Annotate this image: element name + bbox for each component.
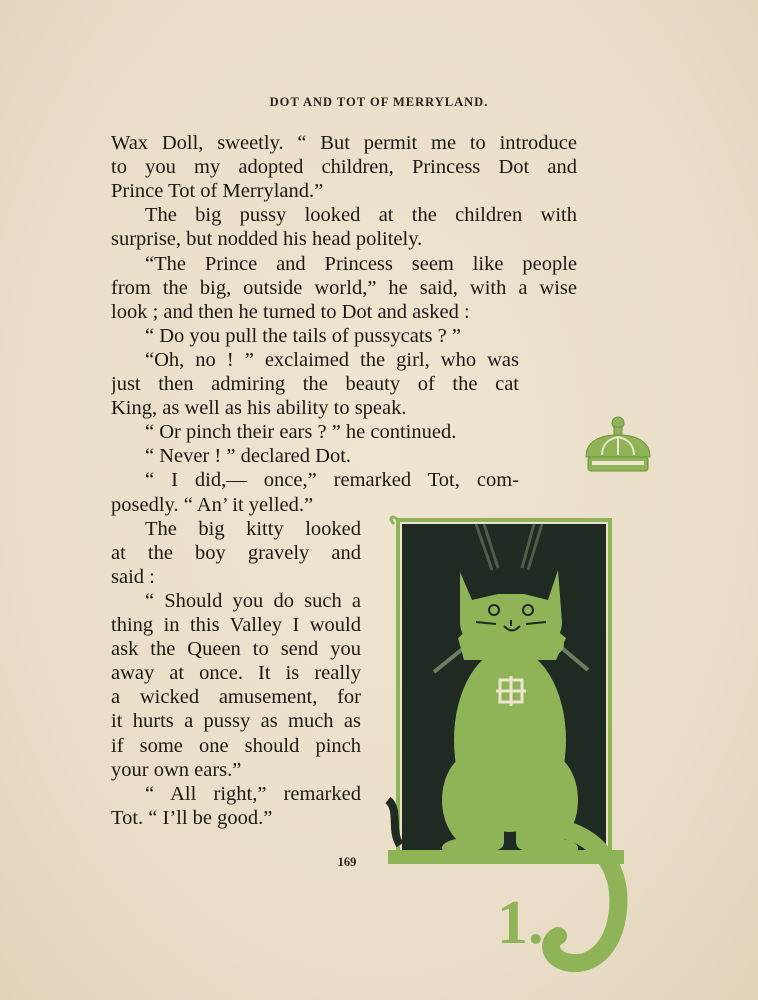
- text-line: a wicked amusement, for: [111, 686, 361, 709]
- text-line: The big pussy looked at the children with: [145, 204, 577, 227]
- text-line: The big kitty looked: [145, 517, 361, 540]
- text-line: thing in this Valley I would: [111, 614, 361, 636]
- running-head: DOT AND TOT OF MERRYLAND.: [269, 95, 489, 109]
- text-line: “ Never ! ” declared Dot.: [145, 445, 352, 468]
- text-line: at the boy gravely and: [111, 541, 361, 564]
- text-line: surprise, but nodded his head politely.: [111, 228, 423, 251]
- page-number: 169: [337, 855, 357, 869]
- text-line: Tot. “ I’ll be good.”: [111, 806, 273, 829]
- text-line: “Oh, no ! ” exclaimed the girl, who was: [145, 348, 519, 371]
- text-line: “ Do you pull the tails of pussycats ? ”: [145, 324, 461, 347]
- text-line: “ Should you do such a: [145, 589, 361, 612]
- plate-number: 1.: [497, 889, 544, 957]
- text-line: ask the Queen to send you: [111, 638, 361, 661]
- text-line: King, as well as his ability to speak.: [111, 397, 407, 420]
- text-line: “ I did,— once,” remarked Tot, com-: [145, 469, 519, 492]
- text-line: Prince Tot of Merryland.”: [111, 180, 324, 203]
- text-line: away at once. It is really: [111, 662, 361, 685]
- text-line: if some one should pinch: [111, 734, 361, 757]
- text-line: Wax Doll, sweetly. “ But permit me to introduce: [111, 132, 577, 154]
- text-line: it hurts a pussy as much as: [111, 710, 361, 733]
- text-line: from the big, outside world,” he said, with a wise: [111, 276, 577, 299]
- text-line: look ; and then he turned to Dot and asked :: [111, 300, 470, 323]
- text-line: posedly. “ An’ it yelled.”: [111, 493, 314, 516]
- text-line: your own ears.”: [111, 758, 242, 781]
- text-line: just then admiring the beauty of the cat: [111, 373, 519, 395]
- text-line: said :: [111, 565, 155, 588]
- text-line: “The Prince and Princess seem like people: [145, 252, 577, 275]
- text-line: “ Or pinch their ears ? ” he continued.: [145, 421, 457, 444]
- text-line: to you my adopted children, Princess Dot and: [111, 156, 577, 179]
- crown-icon: [580, 413, 656, 483]
- text-line: “ All right,” remarked: [145, 782, 361, 805]
